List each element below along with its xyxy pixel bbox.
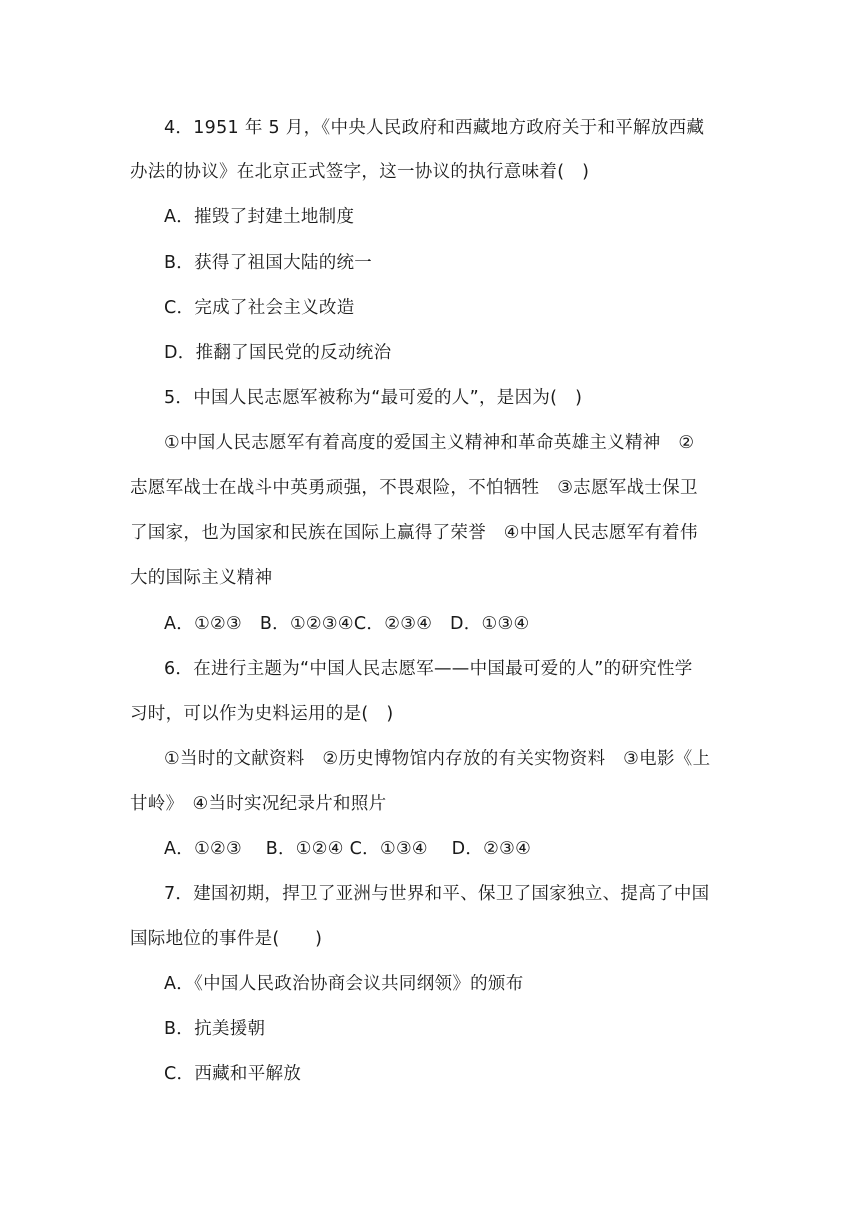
question-5-stem-line-2: ①中国人民志愿军有着高度的爱国主义精神和革命英雄主义精神 ② [164,433,695,453]
question-4-stem-line-1: 4．1951 年 5 月，《中央人民政府和西藏地方政府关于和平解放西藏 [164,118,705,138]
question-5-options: A．①②③ B．①②③④C．②③④ D．①③④ [164,614,530,634]
question-6-options: A．①②③ B．①②④ C．①③④ D．②③④ [164,839,532,859]
question-7-option-a: A．《中国人民政治协商会议共同纲领》的颁布 [164,974,524,994]
question-4-option-d: D．推翻了国民党的反动统治 [164,343,392,363]
question-7-stem-line-1: 7．建国初期，捍卫了亚洲与世界和平、保卫了国家独立、提高了中国 [164,884,710,904]
question-6-stem-line-1: 6．在进行主题为“中国人民志愿军——中国最可爱的人”的研究性学 [164,659,693,679]
question-5-stem-line-5: 大的国际主义精神 [130,568,273,588]
question-6-stem-line-3: ①当时的文献资料 ②历史博物馆内存放的有关实物资料 ③电影《上 [164,749,711,769]
question-6-stem-line-2: 习时，可以作为史料运用的是( ) [130,704,394,724]
question-4-option-b: B．获得了祖国大陆的统一 [164,253,373,273]
question-5-stem-line-3: 志愿军战士在战斗中英勇顽强，不畏艰险，不怕牺牲 ③志愿军战士保卫 [130,478,698,498]
question-7-option-b: B．抗美援朝 [164,1019,266,1039]
question-4-stem-line-2: 办法的协议》在北京正式签字，这一协议的执行意味着( ) [130,162,590,182]
question-6-stem-line-4: 甘岭》 ④当时实况纪录片和照片 [130,794,387,814]
question-5-stem-line-1: 5．中国人民志愿军被称为“最可爱的人”，是因为( ) [164,388,583,408]
question-4-option-a: A．摧毁了封建土地制度 [164,207,355,227]
question-4-option-c: C．完成了社会主义改造 [164,298,355,318]
question-7-option-c: C．西藏和平解放 [164,1064,302,1084]
question-5-stem-line-4: 了国家，也为国家和民族在国际上赢得了荣誉 ④中国人民志愿军有着伟 [130,523,698,543]
question-7-stem-line-2: 国际地位的事件是( ) [130,929,323,949]
